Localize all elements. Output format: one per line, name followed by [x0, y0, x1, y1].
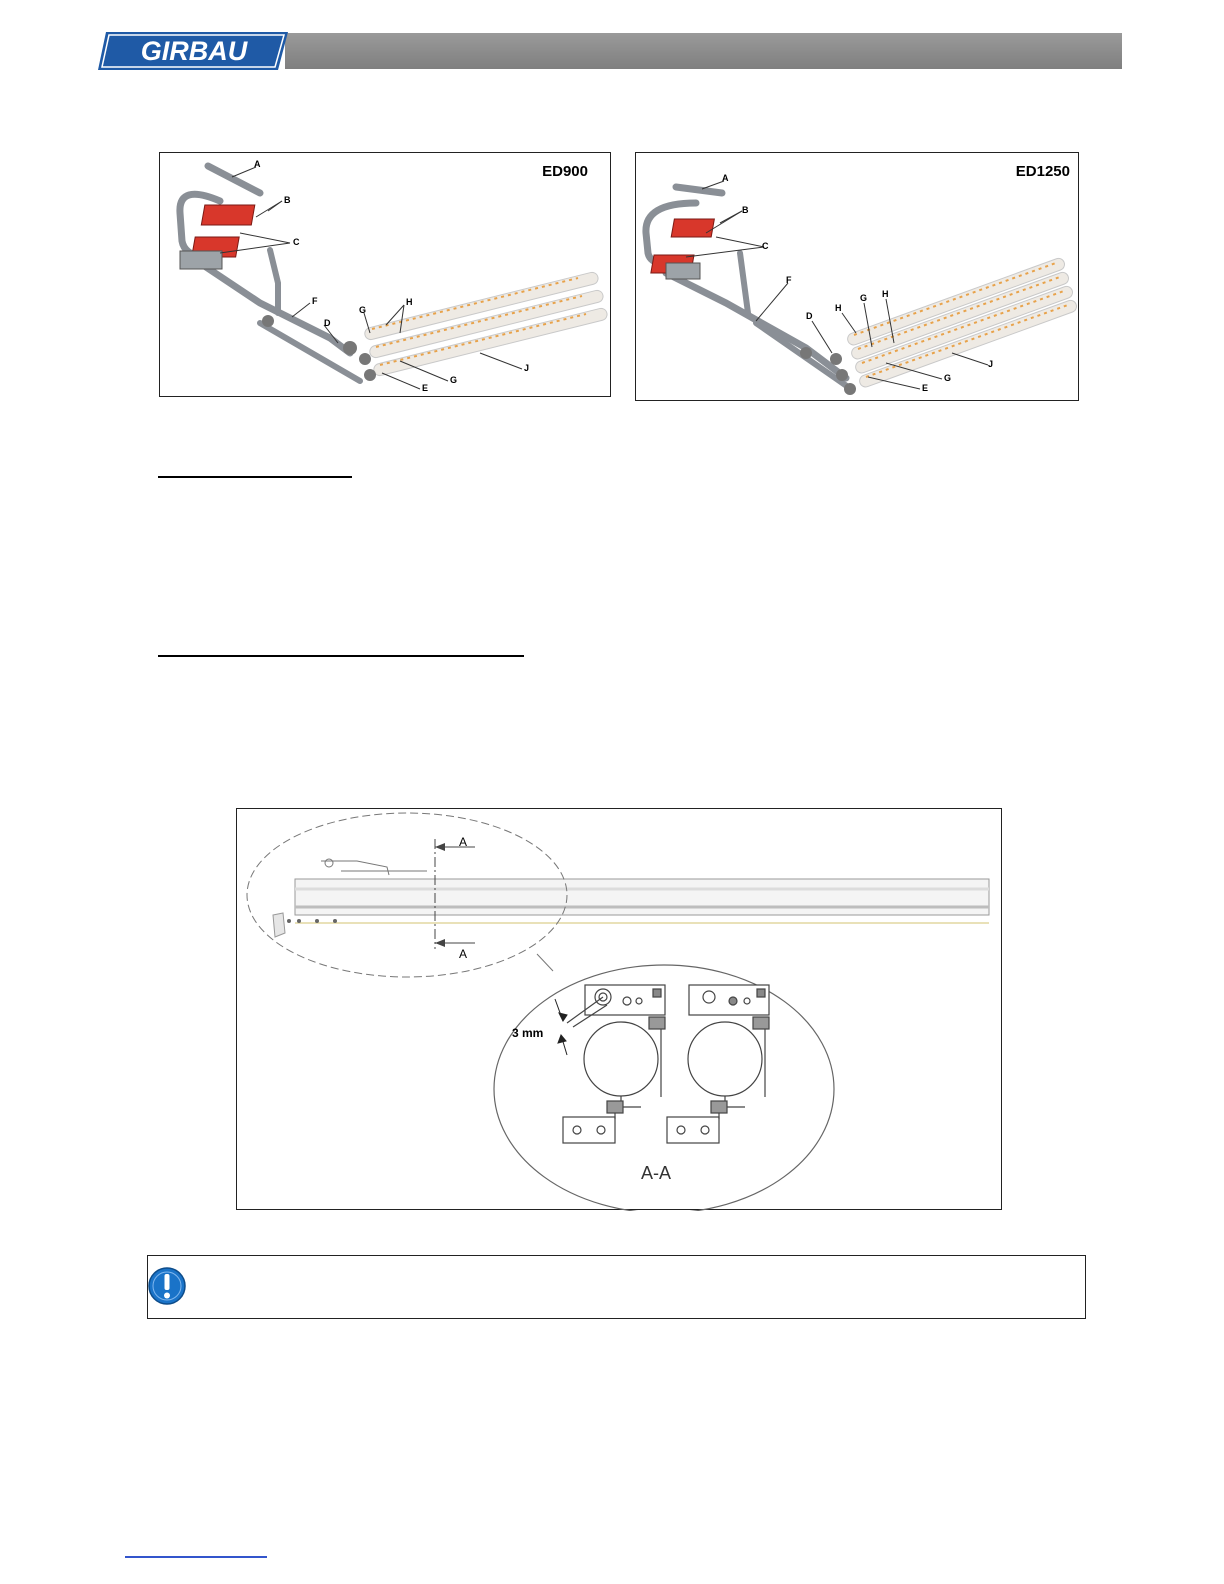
- burner-detail-drawing: [236, 808, 1002, 1210]
- callout-j: J: [524, 363, 530, 373]
- figure-ed1250: [635, 152, 1079, 401]
- note-box: [147, 1255, 1086, 1319]
- section-marker-bottom: A: [459, 947, 468, 961]
- callout-g-bottom: G: [944, 373, 952, 383]
- section-view-title: A-A: [641, 1163, 672, 1183]
- callout-g-bottom: G: [450, 375, 458, 385]
- callout-h: H: [406, 297, 413, 307]
- callout-h-right: H: [882, 289, 889, 299]
- girbau-logo: [96, 30, 292, 72]
- callout-d: D: [324, 318, 331, 328]
- header-bar: [285, 33, 1122, 69]
- logo-text: GIRBAU: [140, 36, 248, 66]
- section-heading-underline: [158, 476, 352, 478]
- section-heading-underline: [158, 655, 524, 657]
- callout-j: J: [988, 359, 994, 369]
- model-label: ED1250: [1015, 163, 1070, 180]
- callout-c: C: [293, 237, 300, 247]
- dimension-label: 3 mm: [512, 1026, 544, 1040]
- info-exclamation-icon: [148, 1267, 186, 1305]
- footer-link[interactable]: [125, 1556, 267, 1558]
- callout-h-left: H: [835, 303, 842, 313]
- callout-b: B: [742, 205, 749, 215]
- callout-g-top: G: [860, 293, 868, 303]
- callout-e: E: [922, 383, 929, 393]
- callout-g-top: G: [359, 305, 367, 315]
- figure-ed900: [159, 152, 611, 397]
- callout-d: D: [806, 311, 813, 321]
- callout-f: F: [786, 275, 792, 285]
- callout-f: F: [312, 296, 318, 306]
- callout-c: C: [762, 241, 769, 251]
- callout-b: B: [284, 195, 291, 205]
- callout-a: A: [254, 159, 261, 169]
- section-marker-top: A: [459, 835, 468, 849]
- callout-e: E: [422, 383, 429, 393]
- callout-a: A: [722, 173, 729, 183]
- model-label: ED900: [542, 163, 588, 180]
